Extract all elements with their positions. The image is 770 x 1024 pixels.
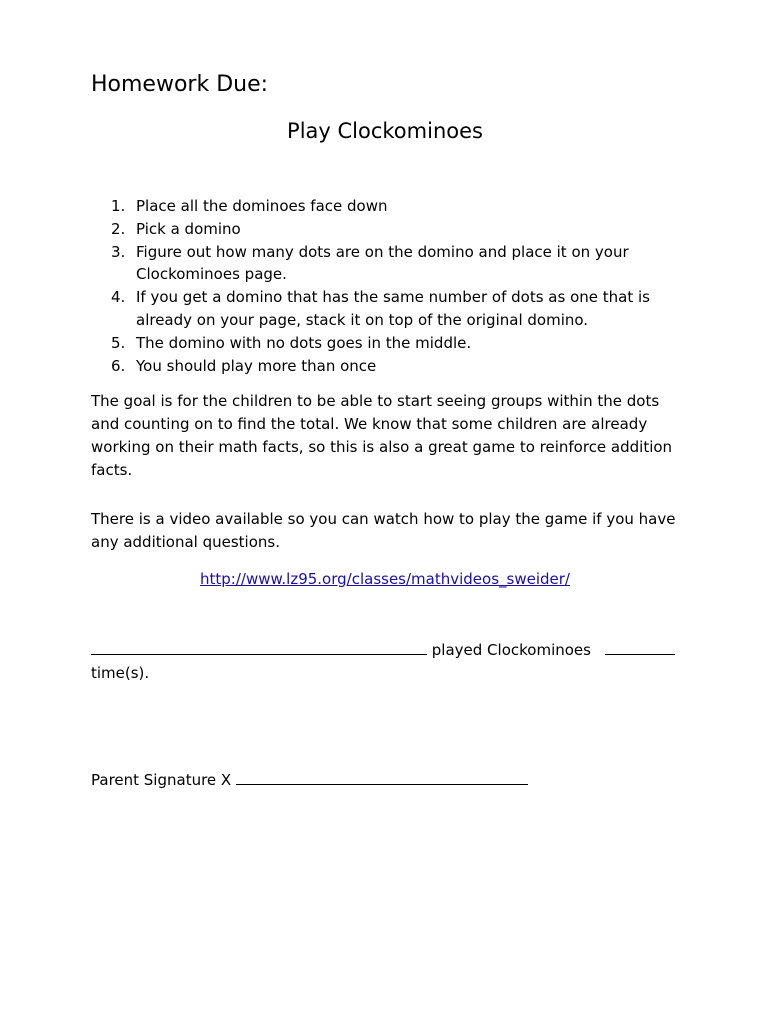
instructions-list <box>91 195 661 377</box>
times-count-blank[interactable] <box>605 639 675 655</box>
video-link[interactable]: http://www.lz95.org/classes/mathvideos_sweider/ <box>200 570 570 588</box>
student-name-blank[interactable] <box>91 639 427 655</box>
list-item-text: You should play more than once <box>136 356 377 375</box>
parent-signature-blank[interactable] <box>236 769 528 785</box>
list-item <box>91 195 661 218</box>
parent-signature-line <box>91 769 528 792</box>
page-title: Play Clockominoes <box>287 119 483 143</box>
list-item <box>91 218 661 241</box>
list-item-number: 2. <box>111 219 126 238</box>
list-item-text: Figure out how many dots are on the domino and place it on your Clockominoes page. <box>136 242 629 284</box>
video-paragraph: There is a video available so you can watch how to play the game if you have any additional questions. <box>91 510 676 551</box>
list-item-number: 5. <box>111 333 126 352</box>
played-count-line <box>91 639 681 685</box>
goal-paragraph: The goal is for the children to be able to start seeing groups within the dots and counting on to find the total. We know that some children are already working on their math facts, so this is also a great game to reinforce addition facts. <box>91 392 673 479</box>
list-item-number: 3. <box>111 242 126 261</box>
list-item-text: The domino with no dots goes in the middle. <box>136 333 472 352</box>
list-item <box>91 241 661 287</box>
played-label: played Clockominoes <box>431 641 591 659</box>
list-item-number: 1. <box>111 197 126 215</box>
list-item-text: Pick a domino <box>136 219 241 238</box>
video-link-row <box>0 568 770 590</box>
list-item <box>91 355 661 378</box>
parent-signature-label: Parent Signature X <box>91 771 232 789</box>
homework-due-heading: Homework Due: <box>91 72 269 97</box>
times-label: time(s). <box>91 664 150 682</box>
list-item-text: Place all the dominoes face down <box>136 197 388 215</box>
list-item-number: 4. <box>111 288 126 307</box>
list-item <box>91 286 661 332</box>
list-item-text: If you get a domino that has the same number of dots as one that is already on your page, stack it on top of the original domino. <box>136 288 650 329</box>
list-item <box>91 332 661 355</box>
list-item-number: 6. <box>111 356 126 375</box>
